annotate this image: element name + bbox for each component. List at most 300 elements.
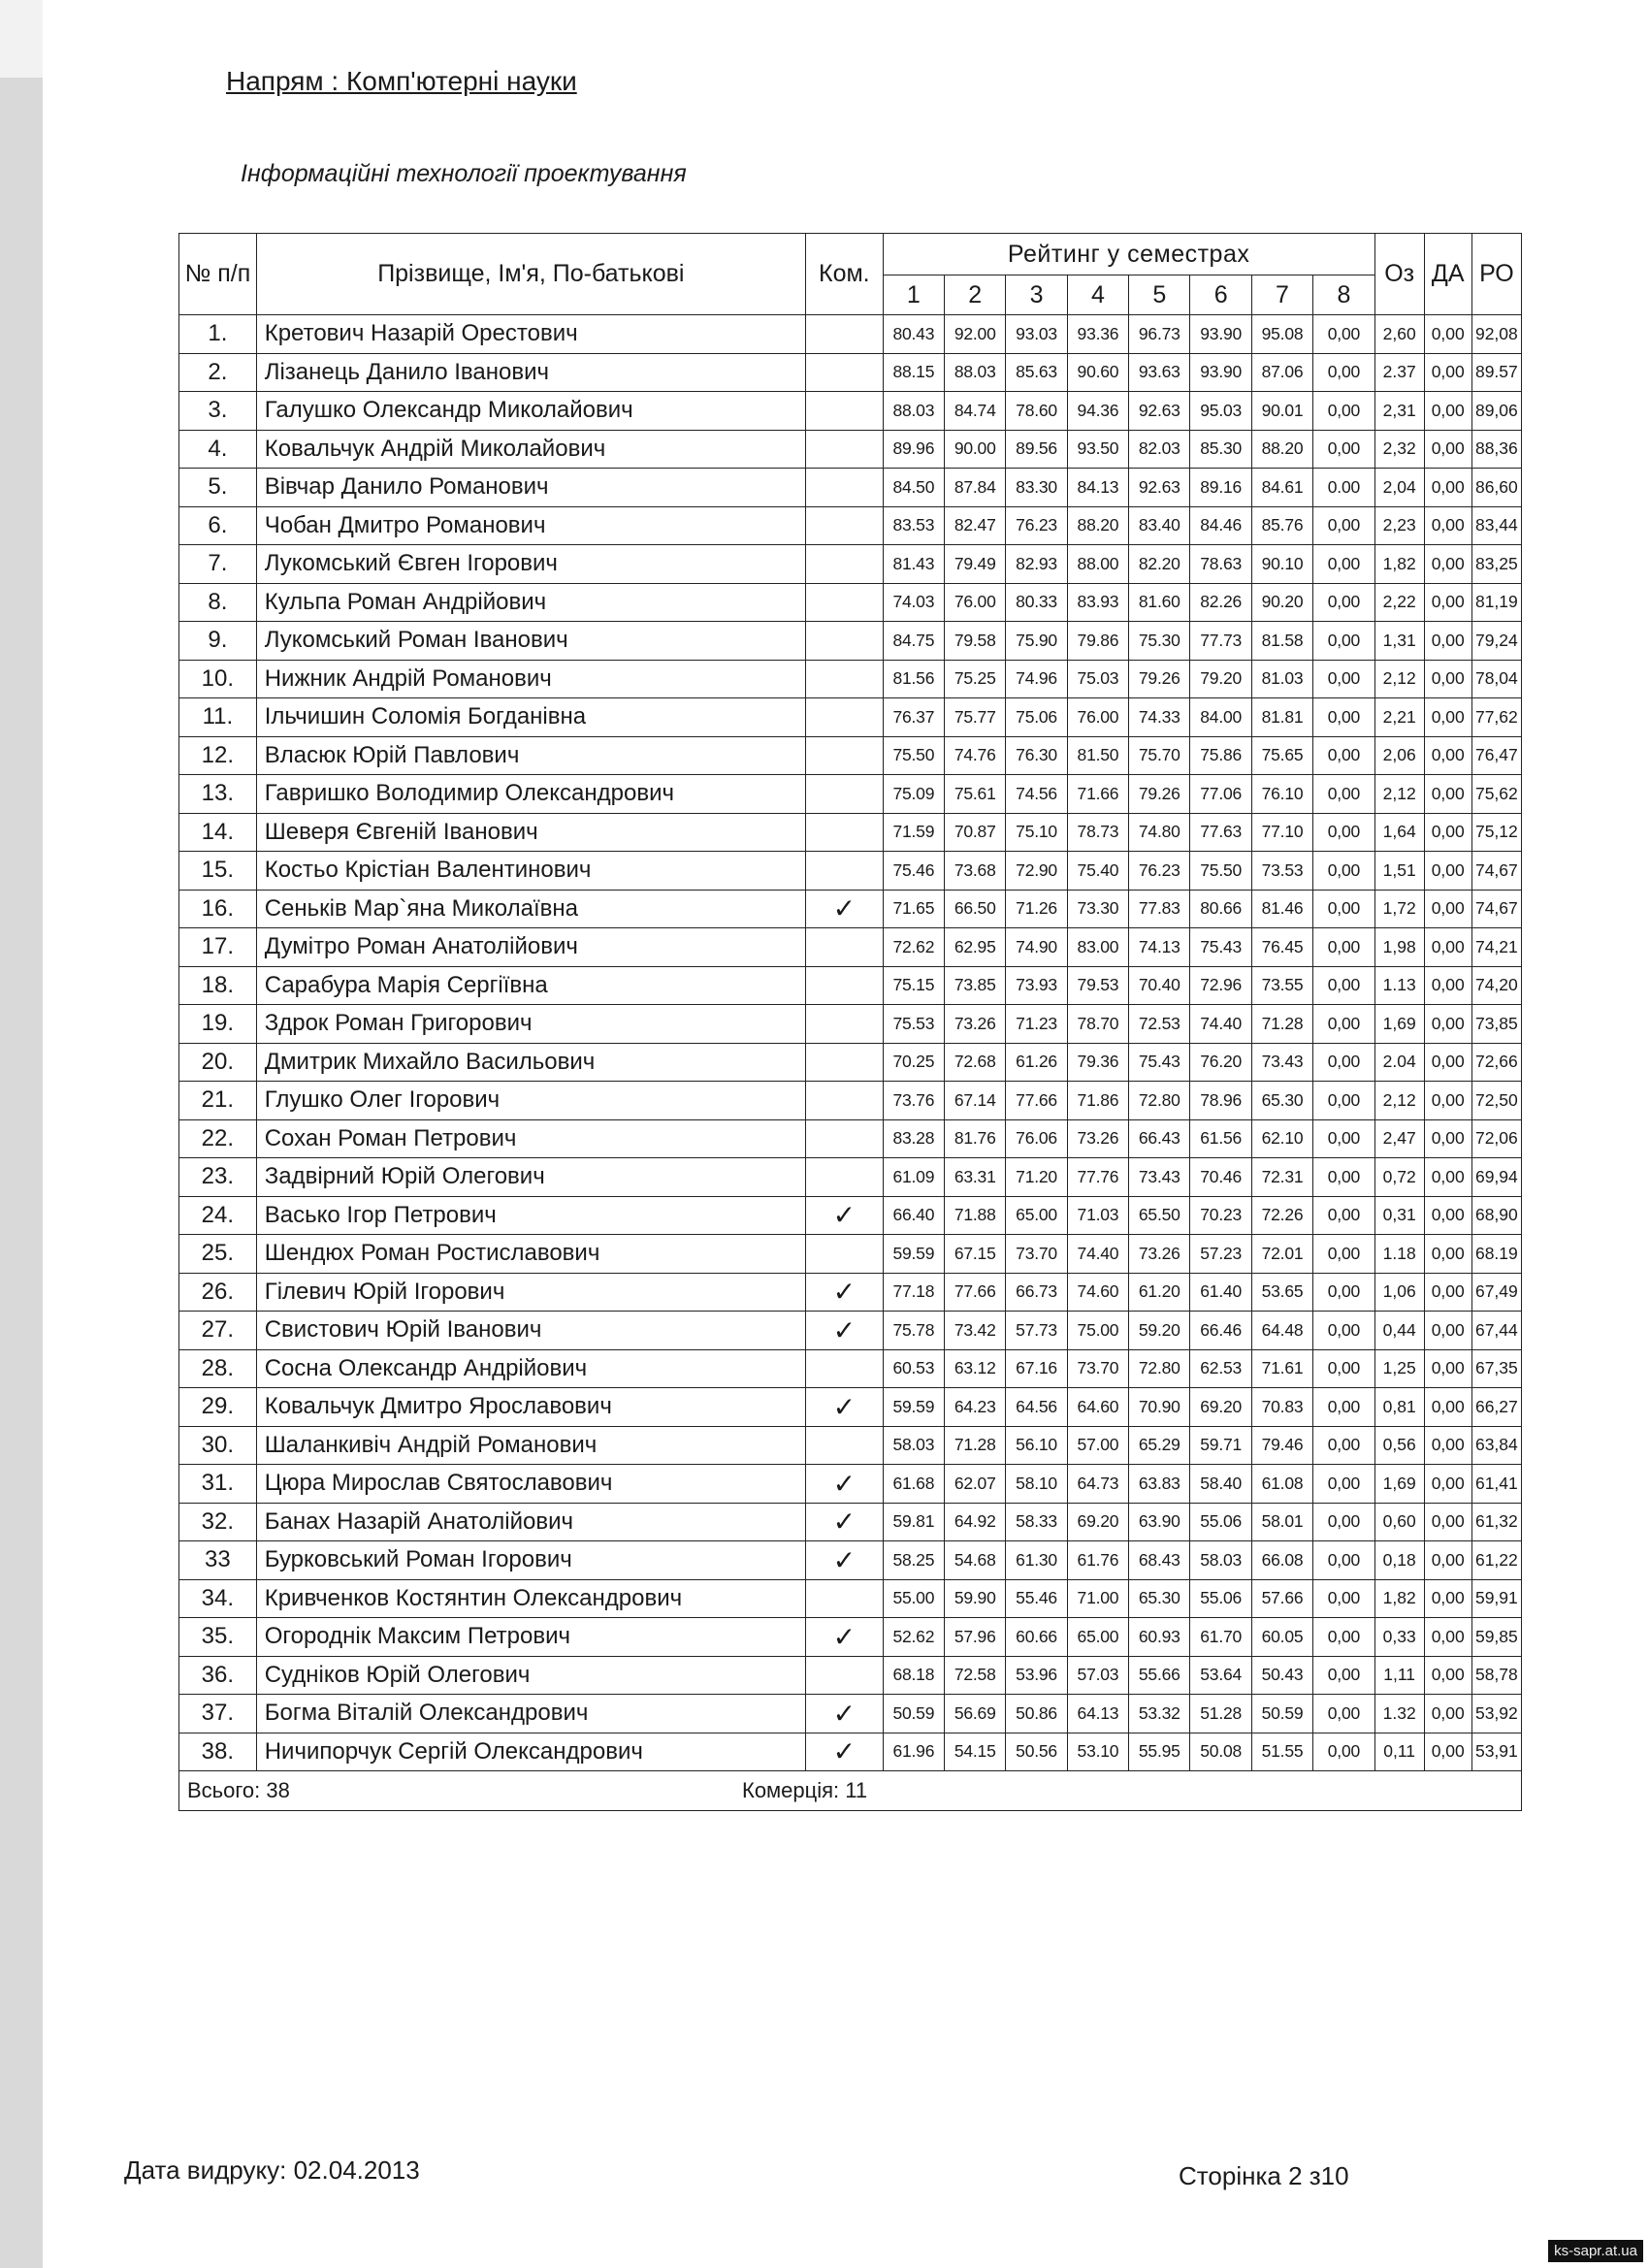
- ro-value: 79,24: [1471, 622, 1521, 661]
- commercial-check-icon: [805, 660, 883, 698]
- semester-rating: 76.30: [1006, 736, 1067, 775]
- table-row: [179, 1695, 1522, 1733]
- oz-value: 2,04: [1374, 469, 1424, 507]
- direction-heading: Напрям : Комп'ютерні науки: [226, 66, 577, 96]
- semester-rating: 0,00: [1313, 775, 1374, 814]
- semester-rating: 94.36: [1067, 392, 1128, 431]
- semester-rating: 75.10: [1006, 813, 1067, 852]
- oz-value: 1,64: [1374, 813, 1424, 852]
- row-number: 26.: [179, 1273, 257, 1312]
- student-name: Гілевич Юрій Ігорович: [256, 1273, 805, 1312]
- semester-rating: 75.46: [883, 852, 944, 891]
- semester-rating: 0,00: [1313, 1158, 1374, 1197]
- semester-rating: 73.93: [1006, 966, 1067, 1005]
- semester-rating: 89.96: [883, 430, 944, 469]
- commercial-check-icon: [805, 852, 883, 891]
- student-name: Сохан Роман Петрович: [256, 1119, 805, 1158]
- semester-rating: 80.43: [883, 315, 944, 354]
- da-value: 0,00: [1424, 392, 1471, 431]
- semester-rating: 0,00: [1313, 430, 1374, 469]
- table-row: [179, 392, 1522, 431]
- semester-rating: 93.90: [1190, 315, 1251, 354]
- semester-rating: 70.83: [1251, 1388, 1312, 1427]
- da-value: 0,00: [1424, 1465, 1471, 1504]
- table-row: [179, 775, 1522, 814]
- semester-rating: 76.20: [1190, 1043, 1251, 1082]
- ro-value: 89,06: [1471, 392, 1521, 431]
- semester-rating: 81.43: [883, 545, 944, 584]
- semester-rating: 65.30: [1251, 1082, 1312, 1120]
- semester-rating: 74.76: [945, 736, 1006, 775]
- page-number: Сторінка 2 з10: [1179, 2161, 1349, 2190]
- table-row: [179, 1043, 1522, 1082]
- row-number: 13.: [179, 775, 257, 814]
- ro-value: 76,47: [1471, 736, 1521, 775]
- row-number: 9.: [179, 622, 257, 661]
- table-row: [179, 890, 1522, 928]
- semester-rating: 57.03: [1067, 1656, 1128, 1695]
- semester-rating: 0,00: [1313, 1733, 1374, 1771]
- semester-rating: 70.23: [1190, 1196, 1251, 1235]
- semester-rating: 72.26: [1251, 1196, 1312, 1235]
- semester-rating: 71.66: [1067, 775, 1128, 814]
- semester-rating: 67.15: [945, 1235, 1006, 1274]
- commercial-check-icon: ✓: [805, 1465, 883, 1504]
- semester-rating: 70.87: [945, 813, 1006, 852]
- semester-rating: 78.60: [1006, 392, 1067, 431]
- semester-rating: 72.96: [1190, 966, 1251, 1005]
- row-number: 1.: [179, 315, 257, 354]
- semester-rating: 57.66: [1251, 1579, 1312, 1618]
- semester-rating: 79.53: [1067, 966, 1128, 1005]
- row-number: 33: [179, 1541, 257, 1580]
- semester-rating: 71.26: [1006, 890, 1067, 928]
- semester-rating: 58.10: [1006, 1465, 1067, 1504]
- student-name: Вівчар Данило Романович: [256, 469, 805, 507]
- semester-rating: 64.60: [1067, 1388, 1128, 1427]
- semester-rating: 73.43: [1251, 1043, 1312, 1082]
- semester-rating: 83.53: [883, 506, 944, 545]
- semester-rating: 80.66: [1190, 890, 1251, 928]
- semester-rating: 79.46: [1251, 1426, 1312, 1465]
- semester-rating: 75.90: [1006, 622, 1067, 661]
- row-number: 19.: [179, 1005, 257, 1044]
- ro-value: 83,44: [1471, 506, 1521, 545]
- da-value: 0,00: [1424, 315, 1471, 354]
- semester-rating: 84.13: [1067, 469, 1128, 507]
- semester-rating: 90.60: [1067, 353, 1128, 392]
- row-number: 8.: [179, 583, 257, 622]
- semester-rating: 61.56: [1190, 1119, 1251, 1158]
- student-name: Ковальчук Андрій Миколайович: [256, 430, 805, 469]
- semester-rating: 60.66: [1006, 1618, 1067, 1657]
- da-value: 0,00: [1424, 1082, 1471, 1120]
- semester-rating: 0,00: [1313, 1273, 1374, 1312]
- table-row: [179, 622, 1522, 661]
- student-name: Сеньків Мар`яна Миколаївна: [256, 890, 805, 928]
- da-value: 0,00: [1424, 736, 1471, 775]
- semester-rating: 73.43: [1129, 1158, 1190, 1197]
- semester-rating: 79.86: [1067, 622, 1128, 661]
- semester-rating: 74.03: [883, 583, 944, 622]
- student-name: Цюра Мирослав Святославович: [256, 1465, 805, 1504]
- semester-header: 5: [1129, 275, 1190, 315]
- semester-rating: 76.37: [883, 698, 944, 737]
- table-row: [179, 1541, 1522, 1580]
- semester-rating: 79.26: [1129, 660, 1190, 698]
- ro-value: 72,06: [1471, 1119, 1521, 1158]
- da-value: 0,00: [1424, 622, 1471, 661]
- semester-rating: 78.96: [1190, 1082, 1251, 1120]
- semester-rating: 53.96: [1006, 1656, 1067, 1695]
- ro-value: 67,44: [1471, 1312, 1521, 1350]
- table-row: [179, 1656, 1522, 1695]
- semester-rating: 83.40: [1129, 506, 1190, 545]
- semester-rating: 66.43: [1129, 1119, 1190, 1158]
- table-row: [179, 966, 1522, 1005]
- semester-rating: 93.36: [1067, 315, 1128, 354]
- semester-rating: 68.18: [883, 1656, 944, 1695]
- student-name: Богма Віталій Олександрович: [256, 1695, 805, 1733]
- semester-rating: 89.16: [1190, 469, 1251, 507]
- semester-rating: 81.56: [883, 660, 944, 698]
- semester-rating: 73.85: [945, 966, 1006, 1005]
- semester-rating: 67.16: [1006, 1349, 1067, 1388]
- semester-rating: 69.20: [1067, 1503, 1128, 1541]
- semester-rating: 79.58: [945, 622, 1006, 661]
- semester-rating: 90.10: [1251, 545, 1312, 584]
- semester-rating: 83.30: [1006, 469, 1067, 507]
- oz-value: 2,22: [1374, 583, 1424, 622]
- semester-rating: 93.63: [1129, 353, 1190, 392]
- semester-rating: 76.10: [1251, 775, 1312, 814]
- semester-rating: 73.26: [1067, 1119, 1128, 1158]
- semester-rating: 88.20: [1251, 430, 1312, 469]
- semester-rating: 64.92: [945, 1503, 1006, 1541]
- oz-value: 2,06: [1374, 736, 1424, 775]
- table-row: [179, 1005, 1522, 1044]
- semester-rating: 81.58: [1251, 622, 1312, 661]
- ro-value: 59,85: [1471, 1618, 1521, 1657]
- da-value: 0,00: [1424, 1541, 1471, 1580]
- ro-value: 78,04: [1471, 660, 1521, 698]
- col-header-name: Прізвище, Ім'я, По-батькові: [256, 234, 805, 315]
- student-name: Бурковський Роман Ігорович: [256, 1541, 805, 1580]
- semester-rating: 0,00: [1313, 1656, 1374, 1695]
- semester-rating: 61.09: [883, 1158, 944, 1197]
- semester-rating: 74.40: [1067, 1235, 1128, 1274]
- semester-rating: 76.23: [1006, 506, 1067, 545]
- semester-rating: 0,00: [1313, 1349, 1374, 1388]
- commercial-check-icon: ✓: [805, 1541, 883, 1580]
- semester-rating: 72.31: [1251, 1158, 1312, 1197]
- row-number: 10.: [179, 660, 257, 698]
- commercial-check-icon: [805, 928, 883, 967]
- row-number: 36.: [179, 1656, 257, 1695]
- semester-rating: 50.86: [1006, 1695, 1067, 1733]
- semester-rating: 0,00: [1313, 660, 1374, 698]
- row-number: 18.: [179, 966, 257, 1005]
- table-row: [179, 1082, 1522, 1120]
- row-number: 29.: [179, 1388, 257, 1427]
- ro-value: 67,35: [1471, 1349, 1521, 1388]
- site-watermark: ks-sapr.at.ua: [1548, 2240, 1643, 2262]
- ro-value: 61,22: [1471, 1541, 1521, 1580]
- da-value: 0,00: [1424, 1503, 1471, 1541]
- scan-edge-strip: [0, 78, 43, 2268]
- ro-value: 74,67: [1471, 890, 1521, 928]
- semester-rating: 75.15: [883, 966, 944, 1005]
- semester-rating: 96.73: [1129, 315, 1190, 354]
- semester-rating: 56.10: [1006, 1426, 1067, 1465]
- ro-value: 61,41: [1471, 1465, 1521, 1504]
- semester-rating: 0,00: [1313, 1503, 1374, 1541]
- commercial-count: Комерція: 11: [742, 1778, 868, 1802]
- commercial-check-icon: [805, 392, 883, 431]
- semester-rating: 93.03: [1006, 315, 1067, 354]
- semester-rating: 88.15: [883, 353, 944, 392]
- row-number: 5.: [179, 469, 257, 507]
- semester-rating: 71.61: [1251, 1349, 1312, 1388]
- semester-rating: 71.23: [1006, 1005, 1067, 1044]
- row-number: 32.: [179, 1503, 257, 1541]
- semester-rating: 0,00: [1313, 1541, 1374, 1580]
- ro-value: 66,27: [1471, 1388, 1521, 1427]
- da-value: 0,00: [1424, 469, 1471, 507]
- semester-rating: 78.70: [1067, 1005, 1128, 1044]
- semester-rating: 52.62: [883, 1618, 944, 1657]
- semester-rating: 75.09: [883, 775, 944, 814]
- table-row: [179, 1503, 1522, 1541]
- table-row: [179, 1235, 1522, 1274]
- semester-rating: 64.73: [1067, 1465, 1128, 1504]
- semester-rating: 57.96: [945, 1618, 1006, 1657]
- row-number: 25.: [179, 1235, 257, 1274]
- semester-rating: 0,00: [1313, 1082, 1374, 1120]
- col-header-num: № п/п: [179, 234, 257, 315]
- semester-rating: 0,00: [1313, 1695, 1374, 1733]
- semester-rating: 75.03: [1067, 660, 1128, 698]
- semester-rating: 83.93: [1067, 583, 1128, 622]
- semester-rating: 53.64: [1190, 1656, 1251, 1695]
- table-row: [179, 1465, 1522, 1504]
- semester-rating: 61.08: [1251, 1465, 1312, 1504]
- semester-rating: 71.65: [883, 890, 944, 928]
- semester-rating: 66.73: [1006, 1273, 1067, 1312]
- oz-value: 2,12: [1374, 660, 1424, 698]
- da-value: 0,00: [1424, 813, 1471, 852]
- ro-value: 81,19: [1471, 583, 1521, 622]
- oz-value: 1,69: [1374, 1465, 1424, 1504]
- student-name: Костьо Крістіан Валентинович: [256, 852, 805, 891]
- table-row: [179, 506, 1522, 545]
- semester-rating: 71.20: [1006, 1158, 1067, 1197]
- student-name: Дмитрик Михайло Васильович: [256, 1043, 805, 1082]
- semester-rating: 57.00: [1067, 1426, 1128, 1465]
- row-number: 22.: [179, 1119, 257, 1158]
- student-name: Лукомський Євген Ігорович: [256, 545, 805, 584]
- ro-value: 86,60: [1471, 469, 1521, 507]
- semester-rating: 72.53: [1129, 1005, 1190, 1044]
- oz-value: 1.13: [1374, 966, 1424, 1005]
- semester-rating: 68.43: [1129, 1541, 1190, 1580]
- semester-rating: 79.49: [945, 545, 1006, 584]
- oz-value: 1,06: [1374, 1273, 1424, 1312]
- semester-rating: 71.03: [1067, 1196, 1128, 1235]
- semester-rating: 62.95: [945, 928, 1006, 967]
- semester-rating: 88.03: [945, 353, 1006, 392]
- da-value: 0,00: [1424, 852, 1471, 891]
- ro-value: 53,91: [1471, 1733, 1521, 1771]
- commercial-check-icon: [805, 698, 883, 737]
- student-name: Лізанець Данило Іванович: [256, 353, 805, 392]
- semester-rating: 71.28: [945, 1426, 1006, 1465]
- semester-rating: 0,00: [1313, 813, 1374, 852]
- student-name: Банах Назарій Анатолійович: [256, 1503, 805, 1541]
- semester-rating: 73.55: [1251, 966, 1312, 1005]
- semester-rating: 73.42: [945, 1312, 1006, 1350]
- ro-value: 89.57: [1471, 353, 1521, 392]
- semester-header: 8: [1313, 275, 1374, 315]
- table-row: [179, 583, 1522, 622]
- ro-value: 72,66: [1471, 1043, 1521, 1082]
- semester-rating: 81.81: [1251, 698, 1312, 737]
- semester-rating: 0,00: [1313, 852, 1374, 891]
- oz-value: 1,98: [1374, 928, 1424, 967]
- semester-rating: 72.62: [883, 928, 944, 967]
- commercial-check-icon: ✓: [805, 1196, 883, 1235]
- semester-rating: 65.29: [1129, 1426, 1190, 1465]
- semester-rating: 59.90: [945, 1579, 1006, 1618]
- semester-rating: 70.25: [883, 1043, 944, 1082]
- student-name: Огороднік Максим Петрович: [256, 1618, 805, 1657]
- semester-rating: 75.25: [945, 660, 1006, 698]
- commercial-check-icon: [805, 545, 883, 584]
- semester-rating: 72.68: [945, 1043, 1006, 1082]
- oz-value: 1,69: [1374, 1005, 1424, 1044]
- semester-rating: 54.15: [945, 1733, 1006, 1771]
- da-value: 0,00: [1424, 1119, 1471, 1158]
- semester-rating: 88.20: [1067, 506, 1128, 545]
- semester-rating: 81.50: [1067, 736, 1128, 775]
- table-row: [179, 315, 1522, 354]
- student-name: Ільчишин Соломія Богданівна: [256, 698, 805, 737]
- ro-value: 73,85: [1471, 1005, 1521, 1044]
- semester-rating: 58.01: [1251, 1503, 1312, 1541]
- semester-rating: 76.45: [1251, 928, 1312, 967]
- row-number: 31.: [179, 1465, 257, 1504]
- semester-rating: 74.40: [1190, 1005, 1251, 1044]
- semester-rating: 0,00: [1313, 966, 1374, 1005]
- student-name: Ничипорчук Сергій Олександрович: [256, 1733, 805, 1771]
- table-row: [179, 1312, 1522, 1350]
- oz-value: 1.32: [1374, 1695, 1424, 1733]
- semester-rating: 75.43: [1129, 1043, 1190, 1082]
- semester-rating: 59.59: [883, 1388, 944, 1427]
- commercial-check-icon: [805, 1158, 883, 1197]
- semester-rating: 74.60: [1067, 1273, 1128, 1312]
- semester-rating: 77.06: [1190, 775, 1251, 814]
- commercial-check-icon: [805, 1349, 883, 1388]
- commercial-check-icon: ✓: [805, 1618, 883, 1657]
- oz-value: 1,72: [1374, 890, 1424, 928]
- da-value: 0,00: [1424, 430, 1471, 469]
- semester-rating: 53.65: [1251, 1273, 1312, 1312]
- semester-rating: 87.06: [1251, 353, 1312, 392]
- semester-rating: 61.30: [1006, 1541, 1067, 1580]
- semester-rating: 58.03: [1190, 1541, 1251, 1580]
- row-number: 20.: [179, 1043, 257, 1082]
- semester-rating: 78.73: [1067, 813, 1128, 852]
- print-date: Дата видруку: 02.04.2013: [124, 2155, 420, 2185]
- semester-rating: 75.50: [883, 736, 944, 775]
- da-value: 0,00: [1424, 660, 1471, 698]
- row-number: 12.: [179, 736, 257, 775]
- semester-rating: 82.47: [945, 506, 1006, 545]
- table-row: [179, 469, 1522, 507]
- oz-value: 2.04: [1374, 1043, 1424, 1082]
- row-number: 2.: [179, 353, 257, 392]
- semester-rating: 81.76: [945, 1119, 1006, 1158]
- commercial-check-icon: [805, 966, 883, 1005]
- da-value: 0,00: [1424, 1388, 1471, 1427]
- semester-rating: 61.76: [1067, 1541, 1128, 1580]
- semester-rating: 64.23: [945, 1388, 1006, 1427]
- semester-rating: 77.76: [1067, 1158, 1128, 1197]
- oz-value: 2,21: [1374, 698, 1424, 737]
- semester-rating: 64.13: [1067, 1695, 1128, 1733]
- semester-rating: 75.06: [1006, 698, 1067, 737]
- semester-rating: 66.50: [945, 890, 1006, 928]
- student-name: Галушко Олександр Миколайович: [256, 392, 805, 431]
- row-number: 14.: [179, 813, 257, 852]
- semester-rating: 62.07: [945, 1465, 1006, 1504]
- semester-rating: 92.63: [1129, 469, 1190, 507]
- semester-rating: 70.90: [1129, 1388, 1190, 1427]
- semester-rating: 72.80: [1129, 1082, 1190, 1120]
- commercial-check-icon: [805, 315, 883, 354]
- row-number: 23.: [179, 1158, 257, 1197]
- semester-rating: 79.36: [1067, 1043, 1128, 1082]
- table-row: [179, 430, 1522, 469]
- semester-rating: 61.40: [1190, 1273, 1251, 1312]
- semester-rating: 95.03: [1190, 392, 1251, 431]
- semester-rating: 63.12: [945, 1349, 1006, 1388]
- da-value: 0,00: [1424, 890, 1471, 928]
- student-name: Глушко Олег Ігорович: [256, 1082, 805, 1120]
- semester-rating: 71.88: [945, 1196, 1006, 1235]
- semester-rating: 75.40: [1067, 852, 1128, 891]
- scan-edge-top: [0, 0, 43, 78]
- oz-value: 1,51: [1374, 852, 1424, 891]
- commercial-check-icon: ✓: [805, 1695, 883, 1733]
- semester-rating: 92.00: [945, 315, 1006, 354]
- semester-rating: 0,00: [1313, 315, 1374, 354]
- semester-rating: 59.20: [1129, 1312, 1190, 1350]
- semester-rating: 74.96: [1006, 660, 1067, 698]
- ro-value: 59,91: [1471, 1579, 1521, 1618]
- semester-rating: 0,00: [1313, 1235, 1374, 1274]
- semester-rating: 51.55: [1251, 1733, 1312, 1771]
- student-name: Лукомський Роман Іванович: [256, 622, 805, 661]
- ro-value: 53,92: [1471, 1695, 1521, 1733]
- semester-rating: 73.26: [945, 1005, 1006, 1044]
- semester-rating: 56.69: [945, 1695, 1006, 1733]
- student-name: Шаланкивіч Андрій Романович: [256, 1426, 805, 1465]
- semester-rating: 89.56: [1006, 430, 1067, 469]
- semester-rating: 73.70: [1006, 1235, 1067, 1274]
- semester-rating: 50.08: [1190, 1733, 1251, 1771]
